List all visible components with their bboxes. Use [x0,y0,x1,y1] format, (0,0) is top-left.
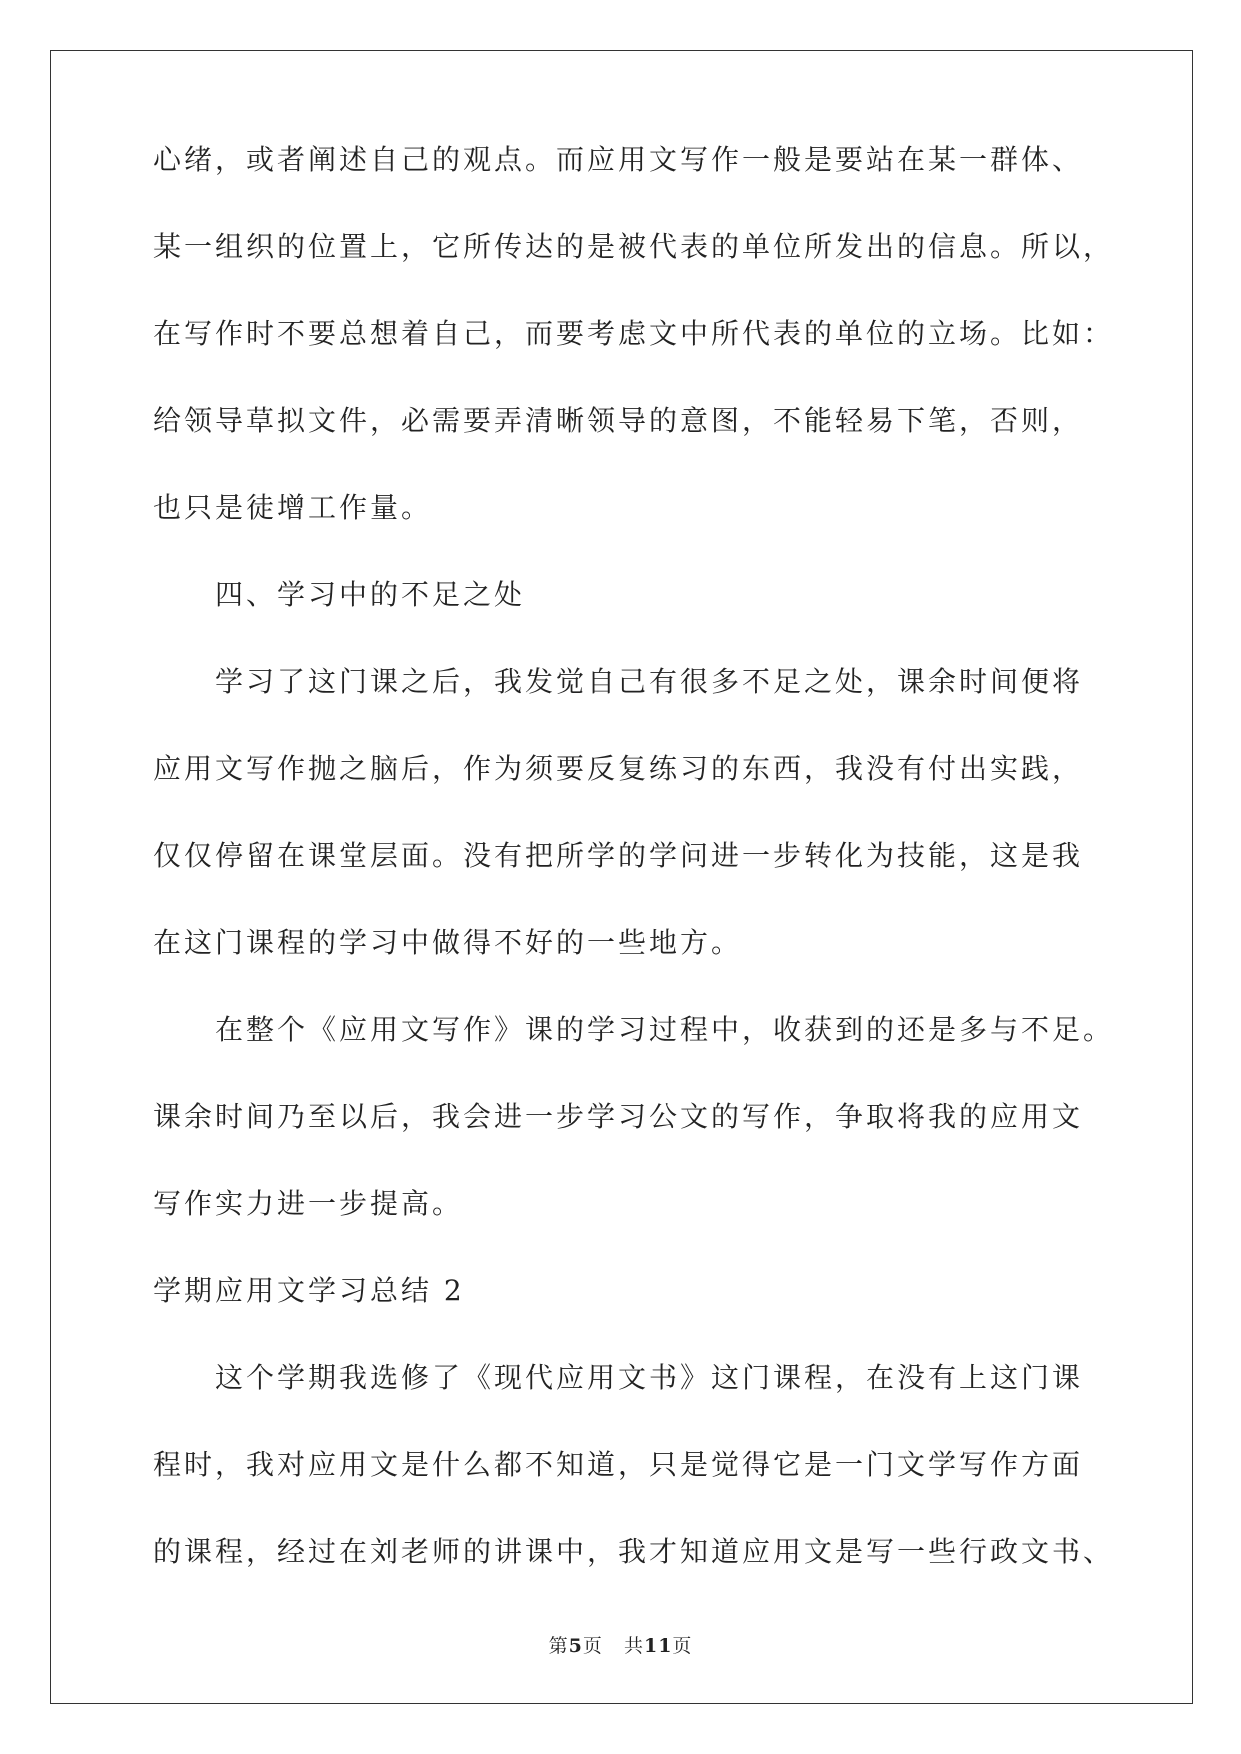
body-line: 的课程，经过在刘老师的讲课中，我才知道应用文是写一些行政文书、 [153,1535,1115,1568]
body-line: 给领导草拟文件，必需要弄清晰领导的意图，不能轻易下笔，否则， [153,404,1084,437]
body-line: 在整个《应用文写作》课的学习过程中，收获到的还是多与不足。 [215,1013,1115,1046]
body-line: 在这门课程的学习中做得不好的一些地方。 [153,926,743,959]
body-line: 学习了这门课之后，我发觉自己有很多不足之处，课余时间便将 [215,665,1084,698]
body-line: 课余时间乃至以后，我会进一步学习公文的写作，争取将我的应用文 [153,1100,1084,1133]
body-line: 也只是徒增工作量。 [153,491,433,524]
body-line: 心绪，或者阐述自己的观点。而应用文写作一般是要站在某一群体、 [153,143,1084,176]
body-line: 这个学期我选修了《现代应用文书》这门课程，在没有上这门课 [215,1361,1084,1394]
footer-total-prefix: 共 [623,1635,644,1657]
page-footer [0,1631,1241,1658]
footer-total-pages: 11 [643,1635,673,1657]
footer-page-number: 5 [568,1635,583,1657]
body-line: 在写作时不要总想着自己，而要考虑文中所代表的单位的立场。比如： [153,317,1115,350]
body-line: 仅仅停留在课堂层面。没有把所学的学问进一步转化为技能，这是我 [153,839,1084,872]
body-line: 某一组织的位置上，它所传达的是被代表的单位所发出的信息。所以， [153,230,1115,263]
footer-prefix: 第 [548,1635,569,1657]
footer-total-unit: 页 [672,1635,693,1657]
document-title: 学期应用文学习总结 2 [153,1274,465,1307]
section-heading: 四、学习中的不足之处 [215,578,526,611]
body-line: 应用文写作抛之脑后，作为须要反复练习的东西，我没有付出实践， [153,752,1084,785]
body-line: 程时，我对应用文是什么都不知道，只是觉得它是一门文学写作方面 [153,1448,1084,1481]
body-line: 写作实力进一步提高。 [153,1187,464,1220]
footer-page-unit: 页 [582,1635,603,1657]
